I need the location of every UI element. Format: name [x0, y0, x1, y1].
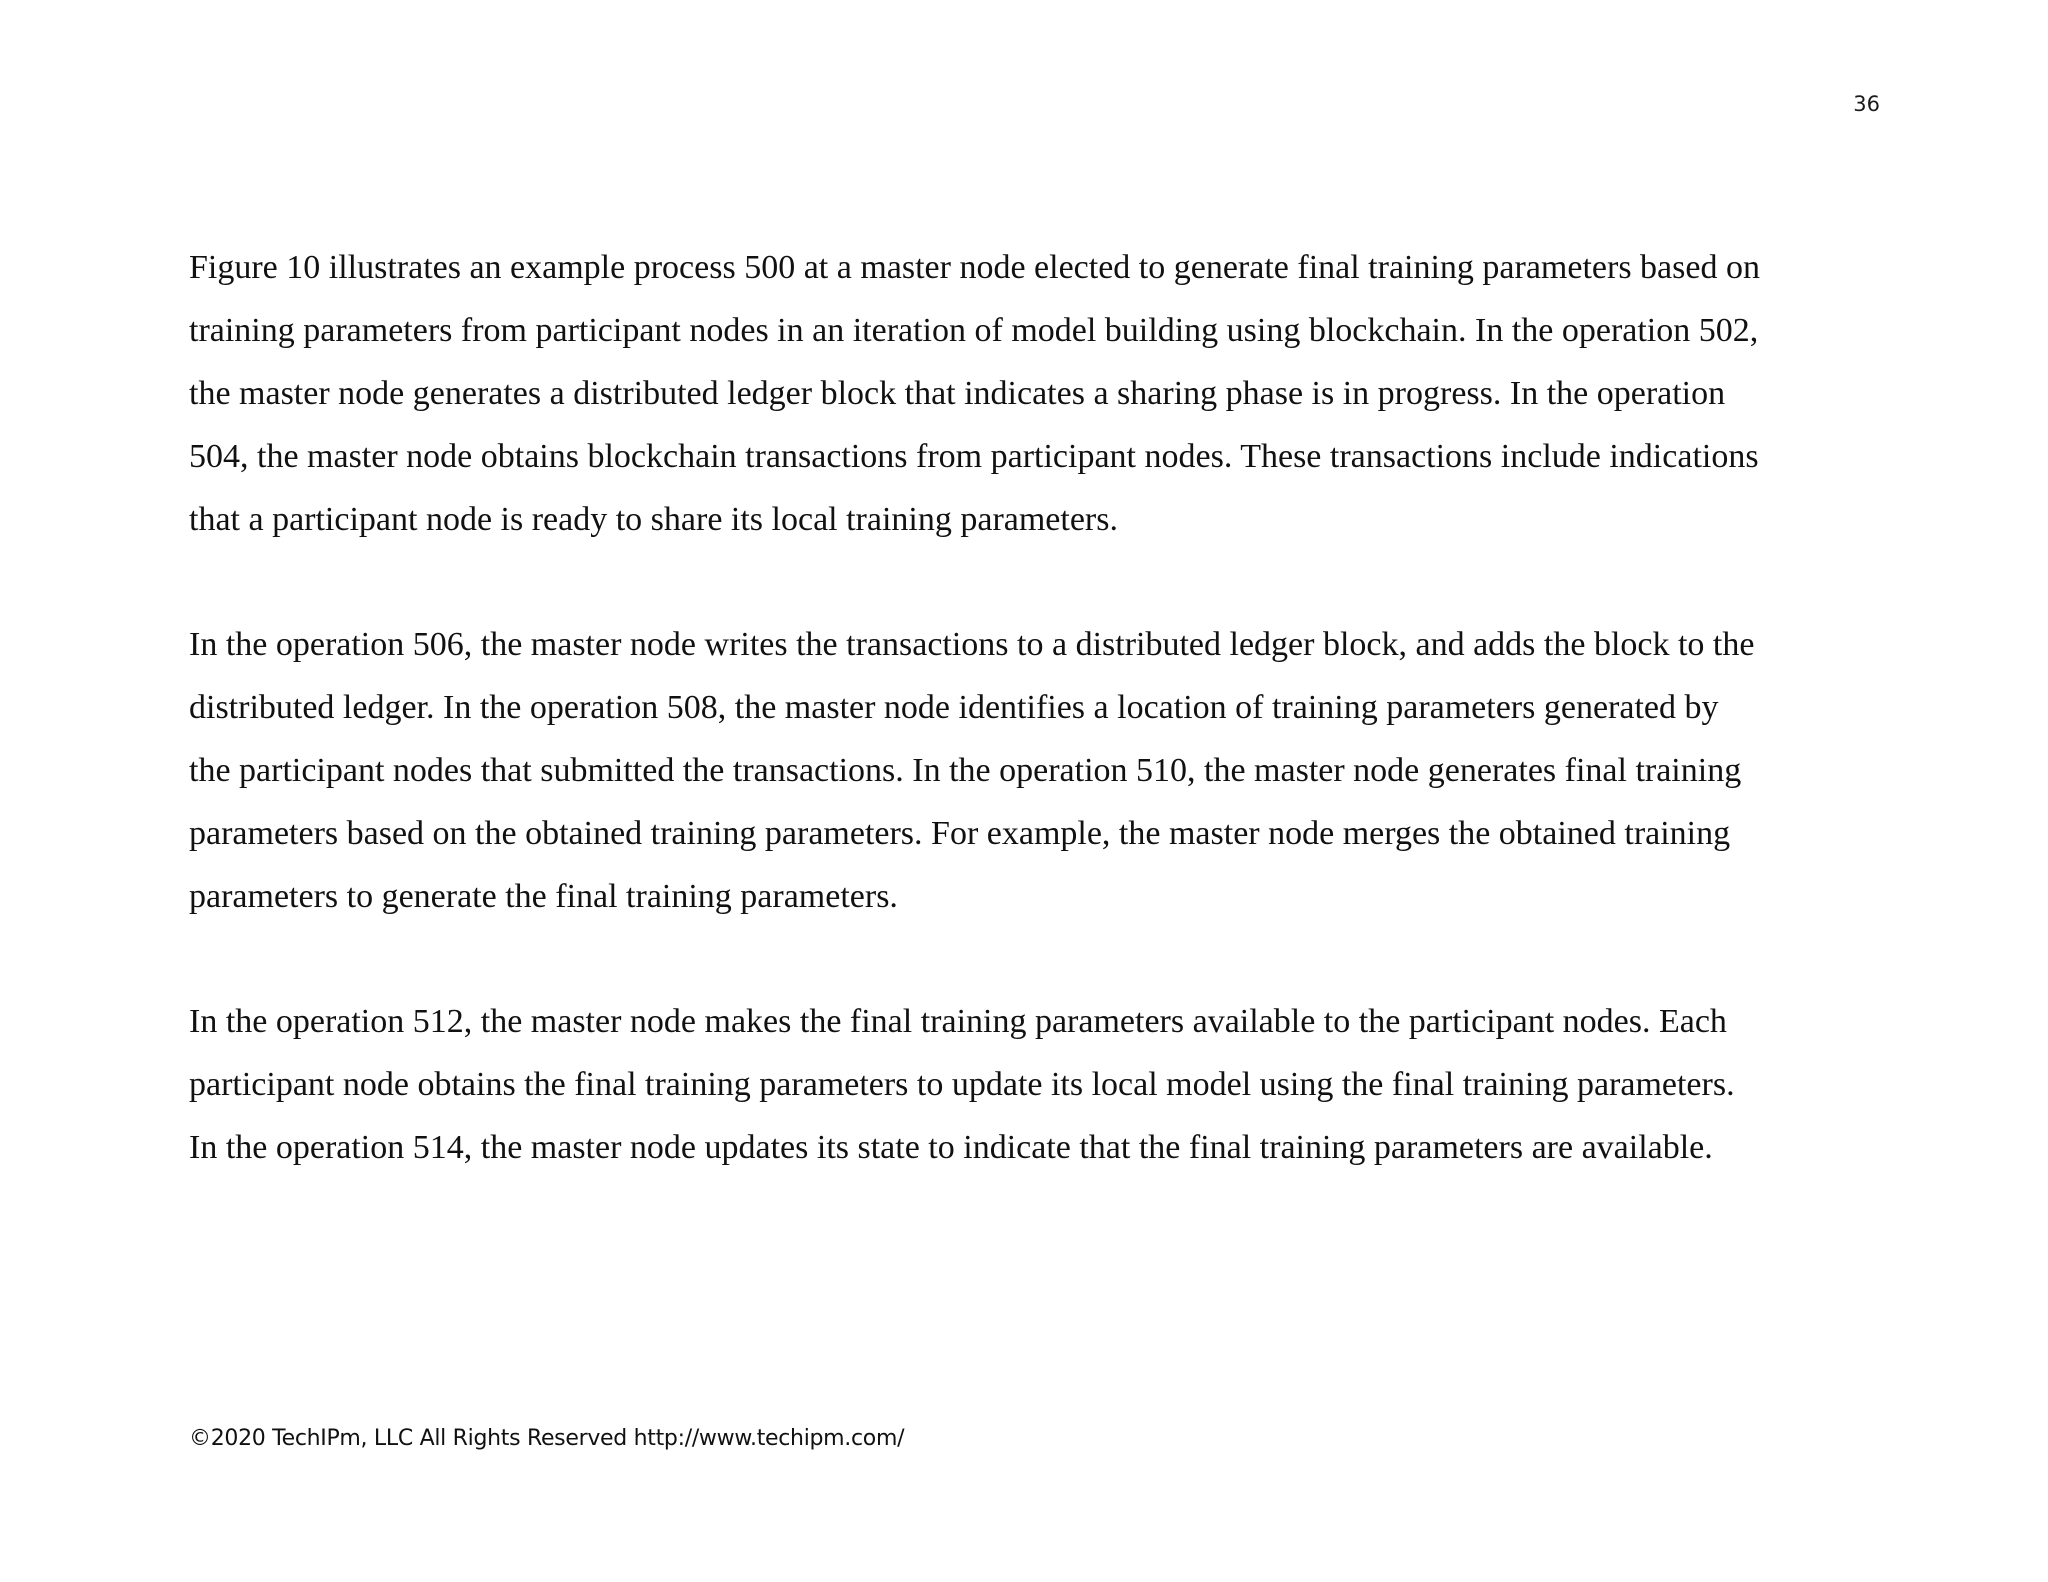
paragraph-line: participant node obtains the final training parameters to update its local model using the final training parameters.: [189, 1066, 1735, 1103]
paragraph-line: Figure 10 illustrates an example process 500 at a master node elected to generate final training parameters based on: [189, 249, 1760, 286]
body-text: [189, 236, 1889, 1241]
paragraph-3: [189, 990, 1889, 1179]
paragraph-line: the participant nodes that submitted the transactions. In the operation 510, the master node generates final training: [189, 752, 1742, 789]
paragraph-line: distributed ledger. In the operation 508, the master node identifies a location of training parameters generated by: [189, 689, 1719, 726]
page-number: 36: [1853, 92, 1880, 116]
copyright-footer: ©2020 TechIPm, LLC All Rights Reserved http://www.techipm.com/: [189, 1426, 905, 1451]
paragraph-line: In the operation 512, the master node makes the final training parameters available to the participant nodes. Each: [189, 1003, 1727, 1040]
paragraph-line: training parameters from participant nodes in an iteration of model building using blockchain. In the operation 502,: [189, 312, 1759, 349]
paragraph-line: parameters to generate the final training parameters.: [189, 878, 898, 915]
paragraph-line: In the operation 514, the master node updates its state to indicate that the final training parameters are available.: [189, 1129, 1713, 1166]
paragraph-line: that a participant node is ready to share its local training parameters.: [189, 501, 1118, 538]
paragraph-line: parameters based on the obtained training parameters. For example, the master node merges the obtained training: [189, 815, 1731, 852]
paragraph-2: [189, 613, 1889, 928]
paragraph-line: In the operation 506, the master node writes the transactions to a distributed ledger block, and adds the block to the: [189, 626, 1755, 663]
paragraph-line: the master node generates a distributed ledger block that indicates a sharing phase is in progress. In the operation: [189, 375, 1726, 412]
paragraph-line: 504, the master node obtains blockchain transactions from participant nodes. These transactions include indications: [189, 438, 1759, 475]
paragraph-1: [189, 236, 1889, 551]
